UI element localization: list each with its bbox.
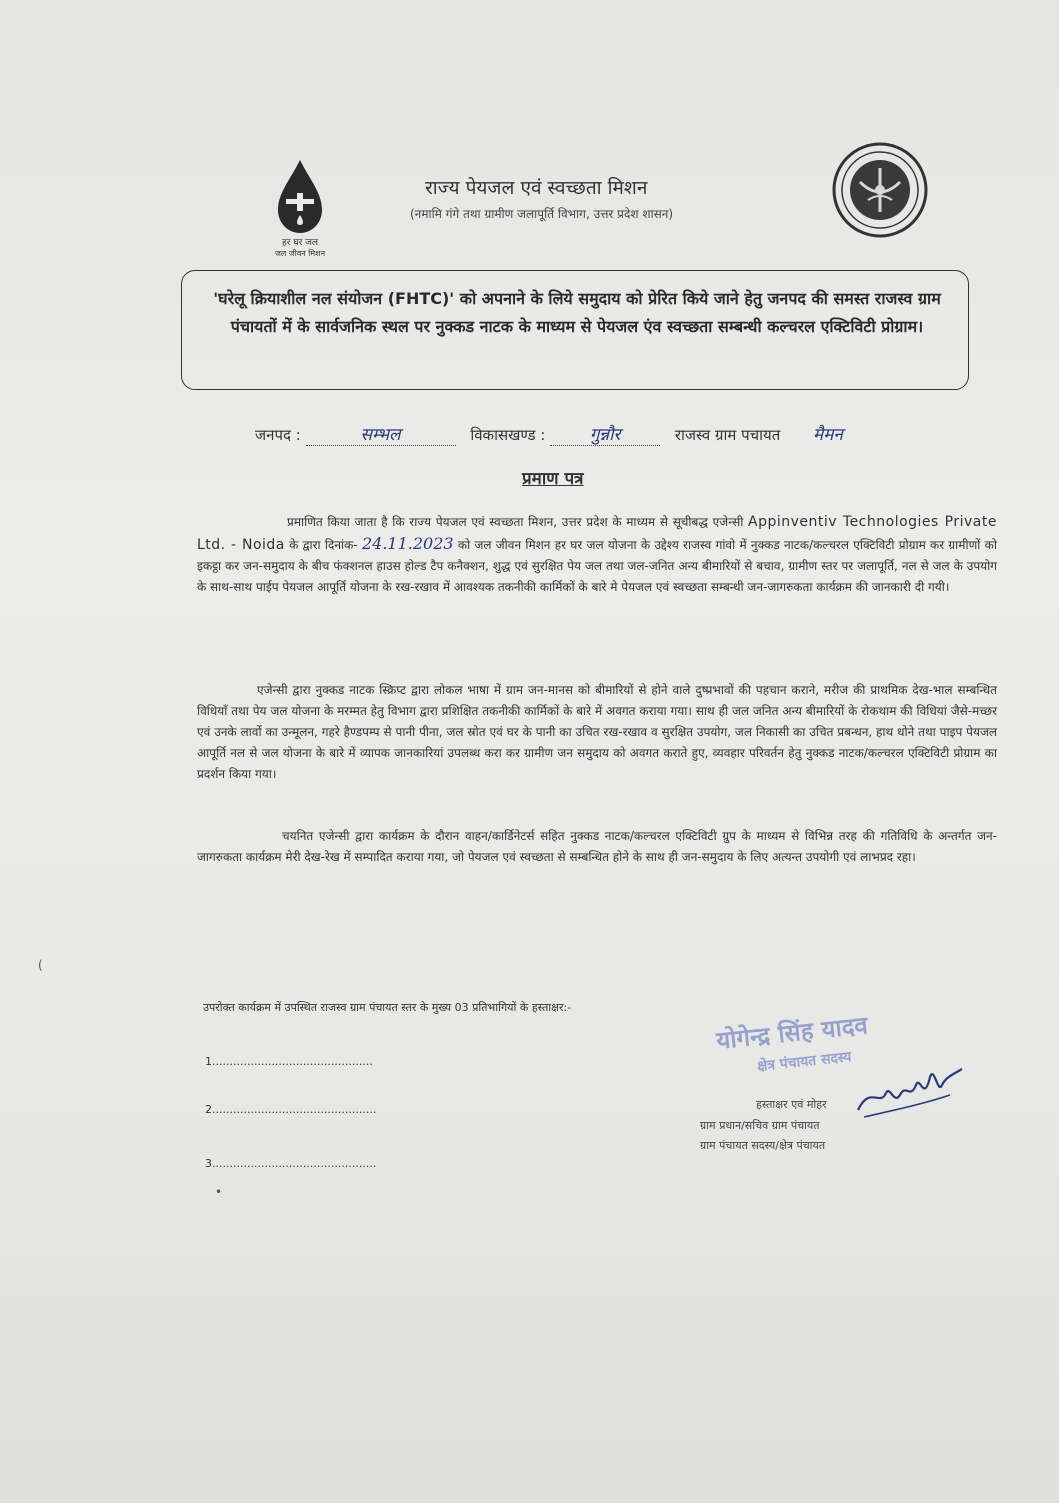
signature-line-1: 1.............................................. — [205, 1055, 373, 1068]
program-banner: 'घरेलू क्रियाशील नल संयोजन (FHTC)' को अपनाने के लिये समुदाय को प्रेरित किये जाने हेतु जनपद की समस्त राजस्व ग्राम पंचायतों में के सार्वजनिक स्थल पर नुक्कड नाटक के माध्यम से पेयजल एंव स्वच्छता सम्बन्धी कल्चरल एक्टिविटी प्रोग्राम। — [181, 270, 969, 390]
paragraph-1-body: को जल जीवन मिशन हर घर जल योजना के उद्देश्य राजस्व गांवो में नुक्कड नाटक/कल्चरल एक्टिविटी प्रोग्राम कर ग्रामीणों को इकट्ठा कर जन-समुदाय के बीच फंक्शनल हाउस होल्ड टैप कनैक्शन, शुद्ध एवं सुरक्षित पेय जल तथा जल-जनित अन्य बीमारियों से बचाव, ग्रामीण स्तर पर जलापूर्ति, नल से जल के उपयोग के साथ-साथ पाईप पेयजल आपूर्ति योजना के रख-रखाव में आवश्यक तकनीकी कार्मिकों के बारे मे पेयजल एवं स्वच्छता सम्बन्धी जन-जागरुकता कार्यक्रम की जानकारी दी गयी। — [197, 538, 997, 594]
program-date: 24.11.2023 — [361, 534, 454, 553]
district-value: सम्भल — [360, 425, 401, 445]
signature-line-2: 2............................................... — [205, 1103, 377, 1116]
district-field — [306, 422, 456, 446]
har-ghar-jal-logo — [250, 155, 360, 265]
sign-seal-label: हस्ताक्षर एवं मोहर — [756, 1098, 827, 1111]
official-stamp-name: योगेन्द्र सिंह यादव — [715, 1011, 870, 1055]
certificate-title: प्रमाण पत्र — [522, 469, 584, 489]
block-field — [550, 422, 660, 446]
org-subtitle: (नमामि गंगे तथा ग्रामीण जलापूर्ति विभाग, उत्तर प्रदेश शासन) — [410, 207, 674, 221]
signatory-role-2: ग्राम पंचायत सदस्य/क्षेत्र पंचायत — [700, 1139, 826, 1152]
signature-line-3: 3............................................... — [205, 1157, 377, 1170]
agency-name: Appinventiv Technologies Private Ltd. - Noida — [197, 514, 997, 553]
participants-note: उपरोक्त कार्यक्रम में उपस्थित राजस्व ग्राम पंचायत स्तर के मुख्य 03 प्रतिभागियों के हस्ताक्षर:- — [203, 1001, 572, 1014]
handwritten-signature-icon — [850, 1055, 970, 1125]
block-value: गुन्नौर — [589, 425, 621, 445]
panchayat-value: मैमन — [813, 425, 843, 445]
panchayat-label: राजस्व ग्राम पचायत — [674, 426, 781, 444]
paragraph-1-intro: प्रमाणित किया जाता है कि राज्य पेयजल एवं स्वच्छता मिशन, उत्तर प्रदेश के माध्यम से सूचीबद्ध एजेन्सी — [287, 515, 744, 529]
up-state-emblem-icon — [830, 140, 930, 240]
district-label: जनपद : — [255, 426, 301, 444]
water-drop-icon — [250, 155, 360, 265]
svg-text:हर घर जल: हर घर जल — [282, 238, 318, 248]
svg-text:जल जीवन मिशन: जल जीवन मिशन — [274, 249, 326, 258]
margin-mark: ( — [38, 958, 43, 972]
paragraph-3: चयनित एजेन्सी द्वारा कार्यक्रम के दौरान वाहन/कार्डिनेटर्स सहित नुक्कड नाटक/कल्चरल एक्टिविटी ग्रुप के माध्यम से विभिन्न तरह की गतिविधि के अन्तर्गत जन-जागरुकता कार्यक्रम मेरी देख-रेख में सम्पादित कराया गया, जो पेयजल एवं स्वच्छता से सम्बन्धित होने के साथ ही जन-समुदाय के लिए अत्यन्त उपयोगी एवं लाभप्रद रहा। — [197, 829, 997, 864]
paragraph-1-date-label: के द्वारा दिनांक- — [289, 538, 358, 552]
paragraph-1 — [197, 512, 997, 598]
paragraph-2: एजेन्सी द्वारा नुक्कड नाटक स्क्रिप्ट द्वारा लोकल भाषा में ग्राम जन-मानस को बीमारियों से होने वाले दुष्प्रभावों की पहचान कराने, मरीज की प्राथमिक देख-भाल सम्बन्धित विधियाँ तथा पेय जल योजना के मरम्मत हेतु विभाग द्वारा प्रशिक्षित तकनीकी कार्मिकों के बारे में अवगत कराया गया। साथ ही जल जनित अन्य बीमारियों के रोकथाम की विधियां जैसे-मच्छर एवं उनके लार्वो का उन्मूलन, गहरे हैण्डपम्प से पानी पीना, जल स्रोत एवं घर के पानी का उचित रख-रखाव व सुरक्षित उपयोग, जल निकासी का उचित प्रबन्धन, हाथ धोने तथा पाइप पेयजल आपूर्ति नल से जल योजना के बारे में व्यापक जानकारियां उपलब्ध करा कर ग्रामीण जन समुदाय को अवगत कराते हुए, व्यवहार परिवर्तन हेतु नुक्कड नाटक/कल्चरल एक्टिविटी प्रोग्राम का प्रदर्शन किया गया। — [197, 683, 997, 781]
official-stamp-title: क्षेत्र पंचायत सदस्य — [756, 1049, 853, 1075]
org-title: राज्य पेयजल एवं स्वच्छता मिशन — [425, 177, 648, 199]
location-row — [255, 422, 843, 446]
block-label: विकासखण्ड : — [470, 426, 546, 444]
signatory-role-1: ग्राम प्रधान/सचिव ग्राम पंचायत — [700, 1119, 820, 1132]
margin-dot: • — [215, 1185, 223, 1199]
